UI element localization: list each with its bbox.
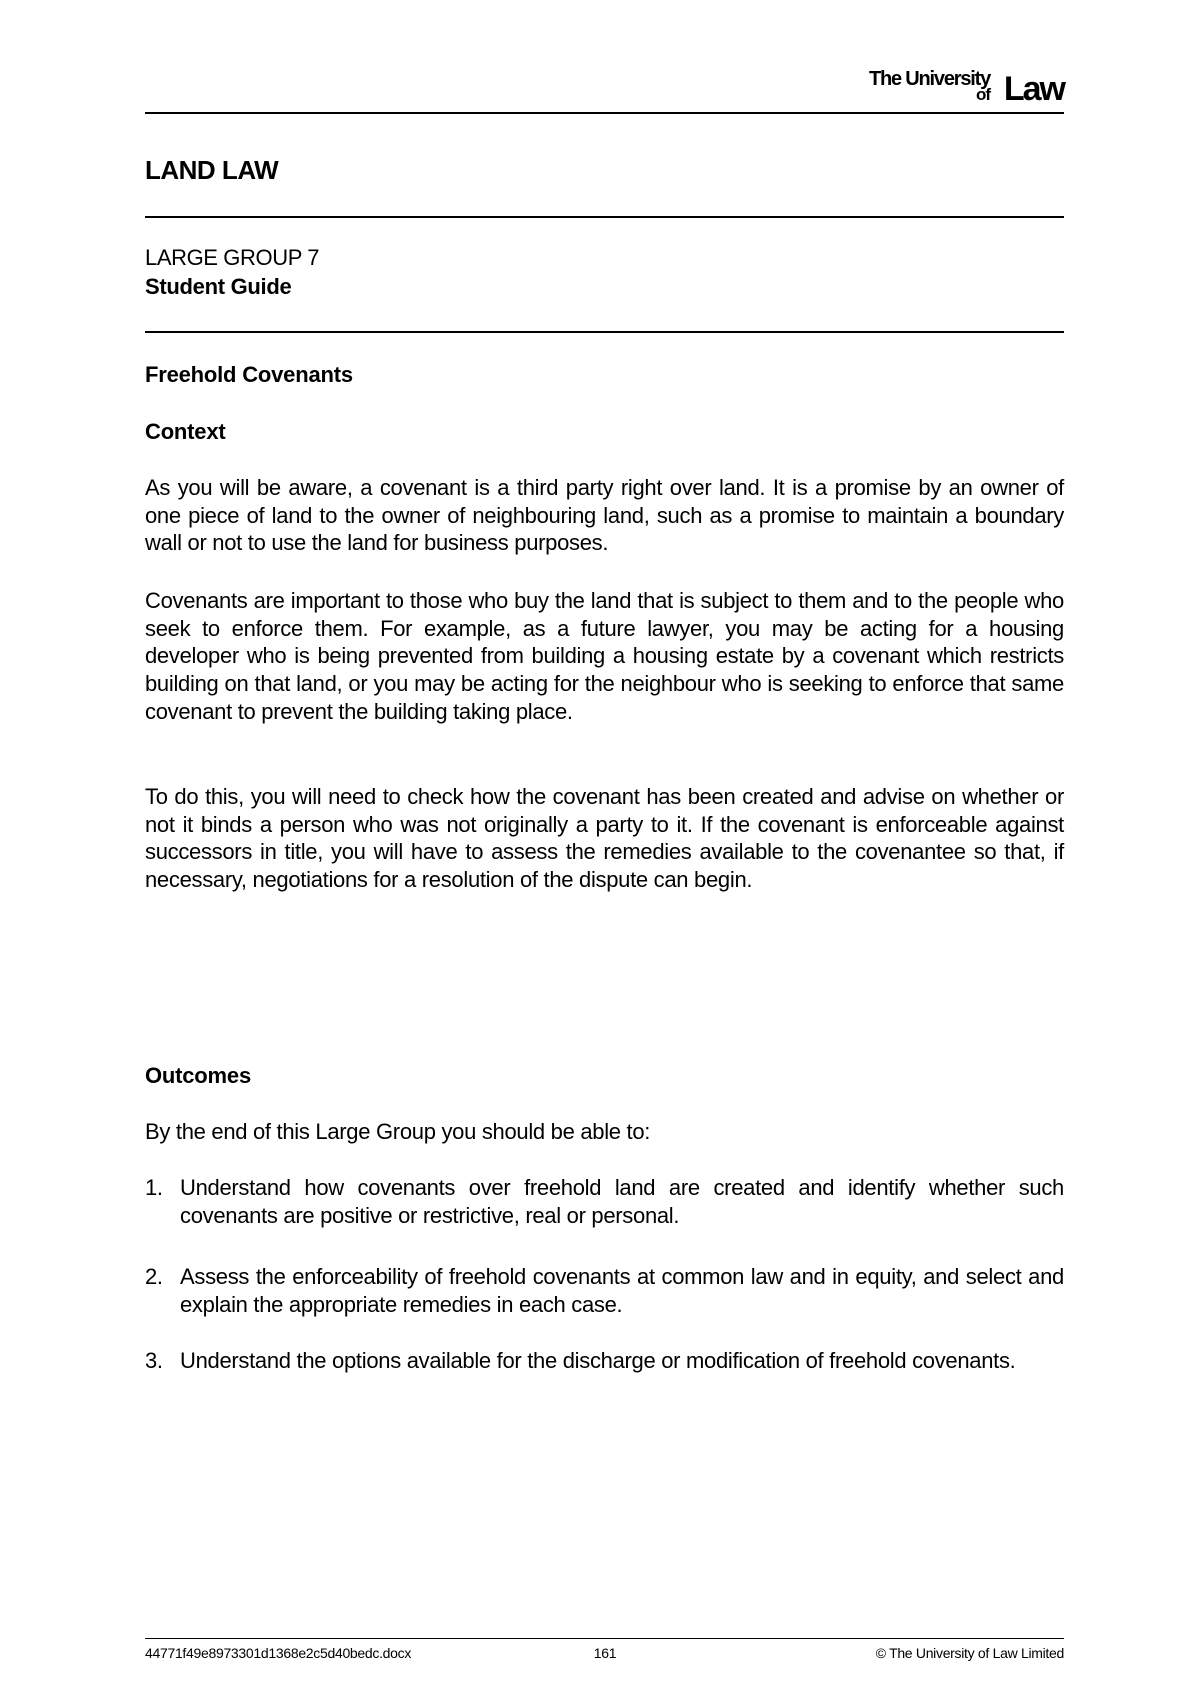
university-logo — [854, 62, 1064, 108]
outcome-text: Assess the enforceability of freehold covenants at common law and in equity, and select and explain the appropriate remedies in each case. — [180, 1264, 1064, 1317]
outcome-item-3 — [145, 1347, 1064, 1375]
large-group-label: LARGE GROUP 7 — [145, 245, 320, 270]
subtitle-rule — [145, 331, 1064, 333]
context-paragraph-1: As you will be aware, a covenant is a third party right over land. It is a promise by an owner of one piece of land to the owner of neighbouring land, such as a promise to maintain a boundary wall or not to use the land for business purposes. — [145, 475, 1064, 556]
logo-line-1: The University — [868, 68, 990, 90]
footer-rule — [145, 1638, 1064, 1639]
outcome-item-2 — [145, 1263, 1064, 1318]
footer-copyright: © The University of Law Limited — [875, 1645, 1064, 1661]
outcomes-intro: By the end of this Large Group you should be able to: — [145, 1119, 651, 1144]
outcome-number: 1. — [145, 1175, 163, 1200]
header-rule — [145, 112, 1064, 114]
outcome-number: 3. — [145, 1348, 163, 1373]
footer-filename: 44771f49e8973301d1368e2c5d40bedc.docx — [145, 1645, 412, 1661]
title-rule — [145, 216, 1064, 218]
footer-page-number: 161 — [593, 1645, 617, 1661]
outcome-item-1 — [145, 1174, 1064, 1229]
student-guide-label: Student Guide — [145, 274, 292, 299]
page-title: LAND LAW — [145, 155, 279, 185]
outcomes-heading: Outcomes — [145, 1063, 251, 1088]
context-heading: Context — [145, 419, 226, 444]
outcome-number: 2. — [145, 1264, 163, 1289]
logo-line-2: of — [975, 85, 990, 104]
context-paragraph-3: To do this, you will need to check how the covenant has been created and advise on whether or not it binds a person who was not originally a party to it. If the covenant is enforceable against successors in title, you will have to assess the remedies available to the covenantee so that, if necessary, negotiations for a resolution of the dispute can begin. — [145, 784, 1064, 893]
context-paragraph-2: Covenants are important to those who buy the land that is subject to them and to the people who seek to enforce them. For example, as a future lawyer, you may be acting for a housing developer who is being prevented from building a housing estate by a covenant which restricts building on that land, or you may be acting for the neighbour who is seeking to enforce that same covenant to prevent the building taking place. — [145, 588, 1064, 724]
topic-heading: Freehold Covenants — [145, 362, 353, 387]
outcome-text: Understand the options available for the discharge or modification of freehold covenants. — [180, 1348, 1016, 1373]
outcome-text: Understand how covenants over freehold land are created and identify whether such covenants are positive or restrictive, real or personal. — [180, 1175, 1064, 1228]
logo-line-3: Law — [1003, 70, 1064, 108]
